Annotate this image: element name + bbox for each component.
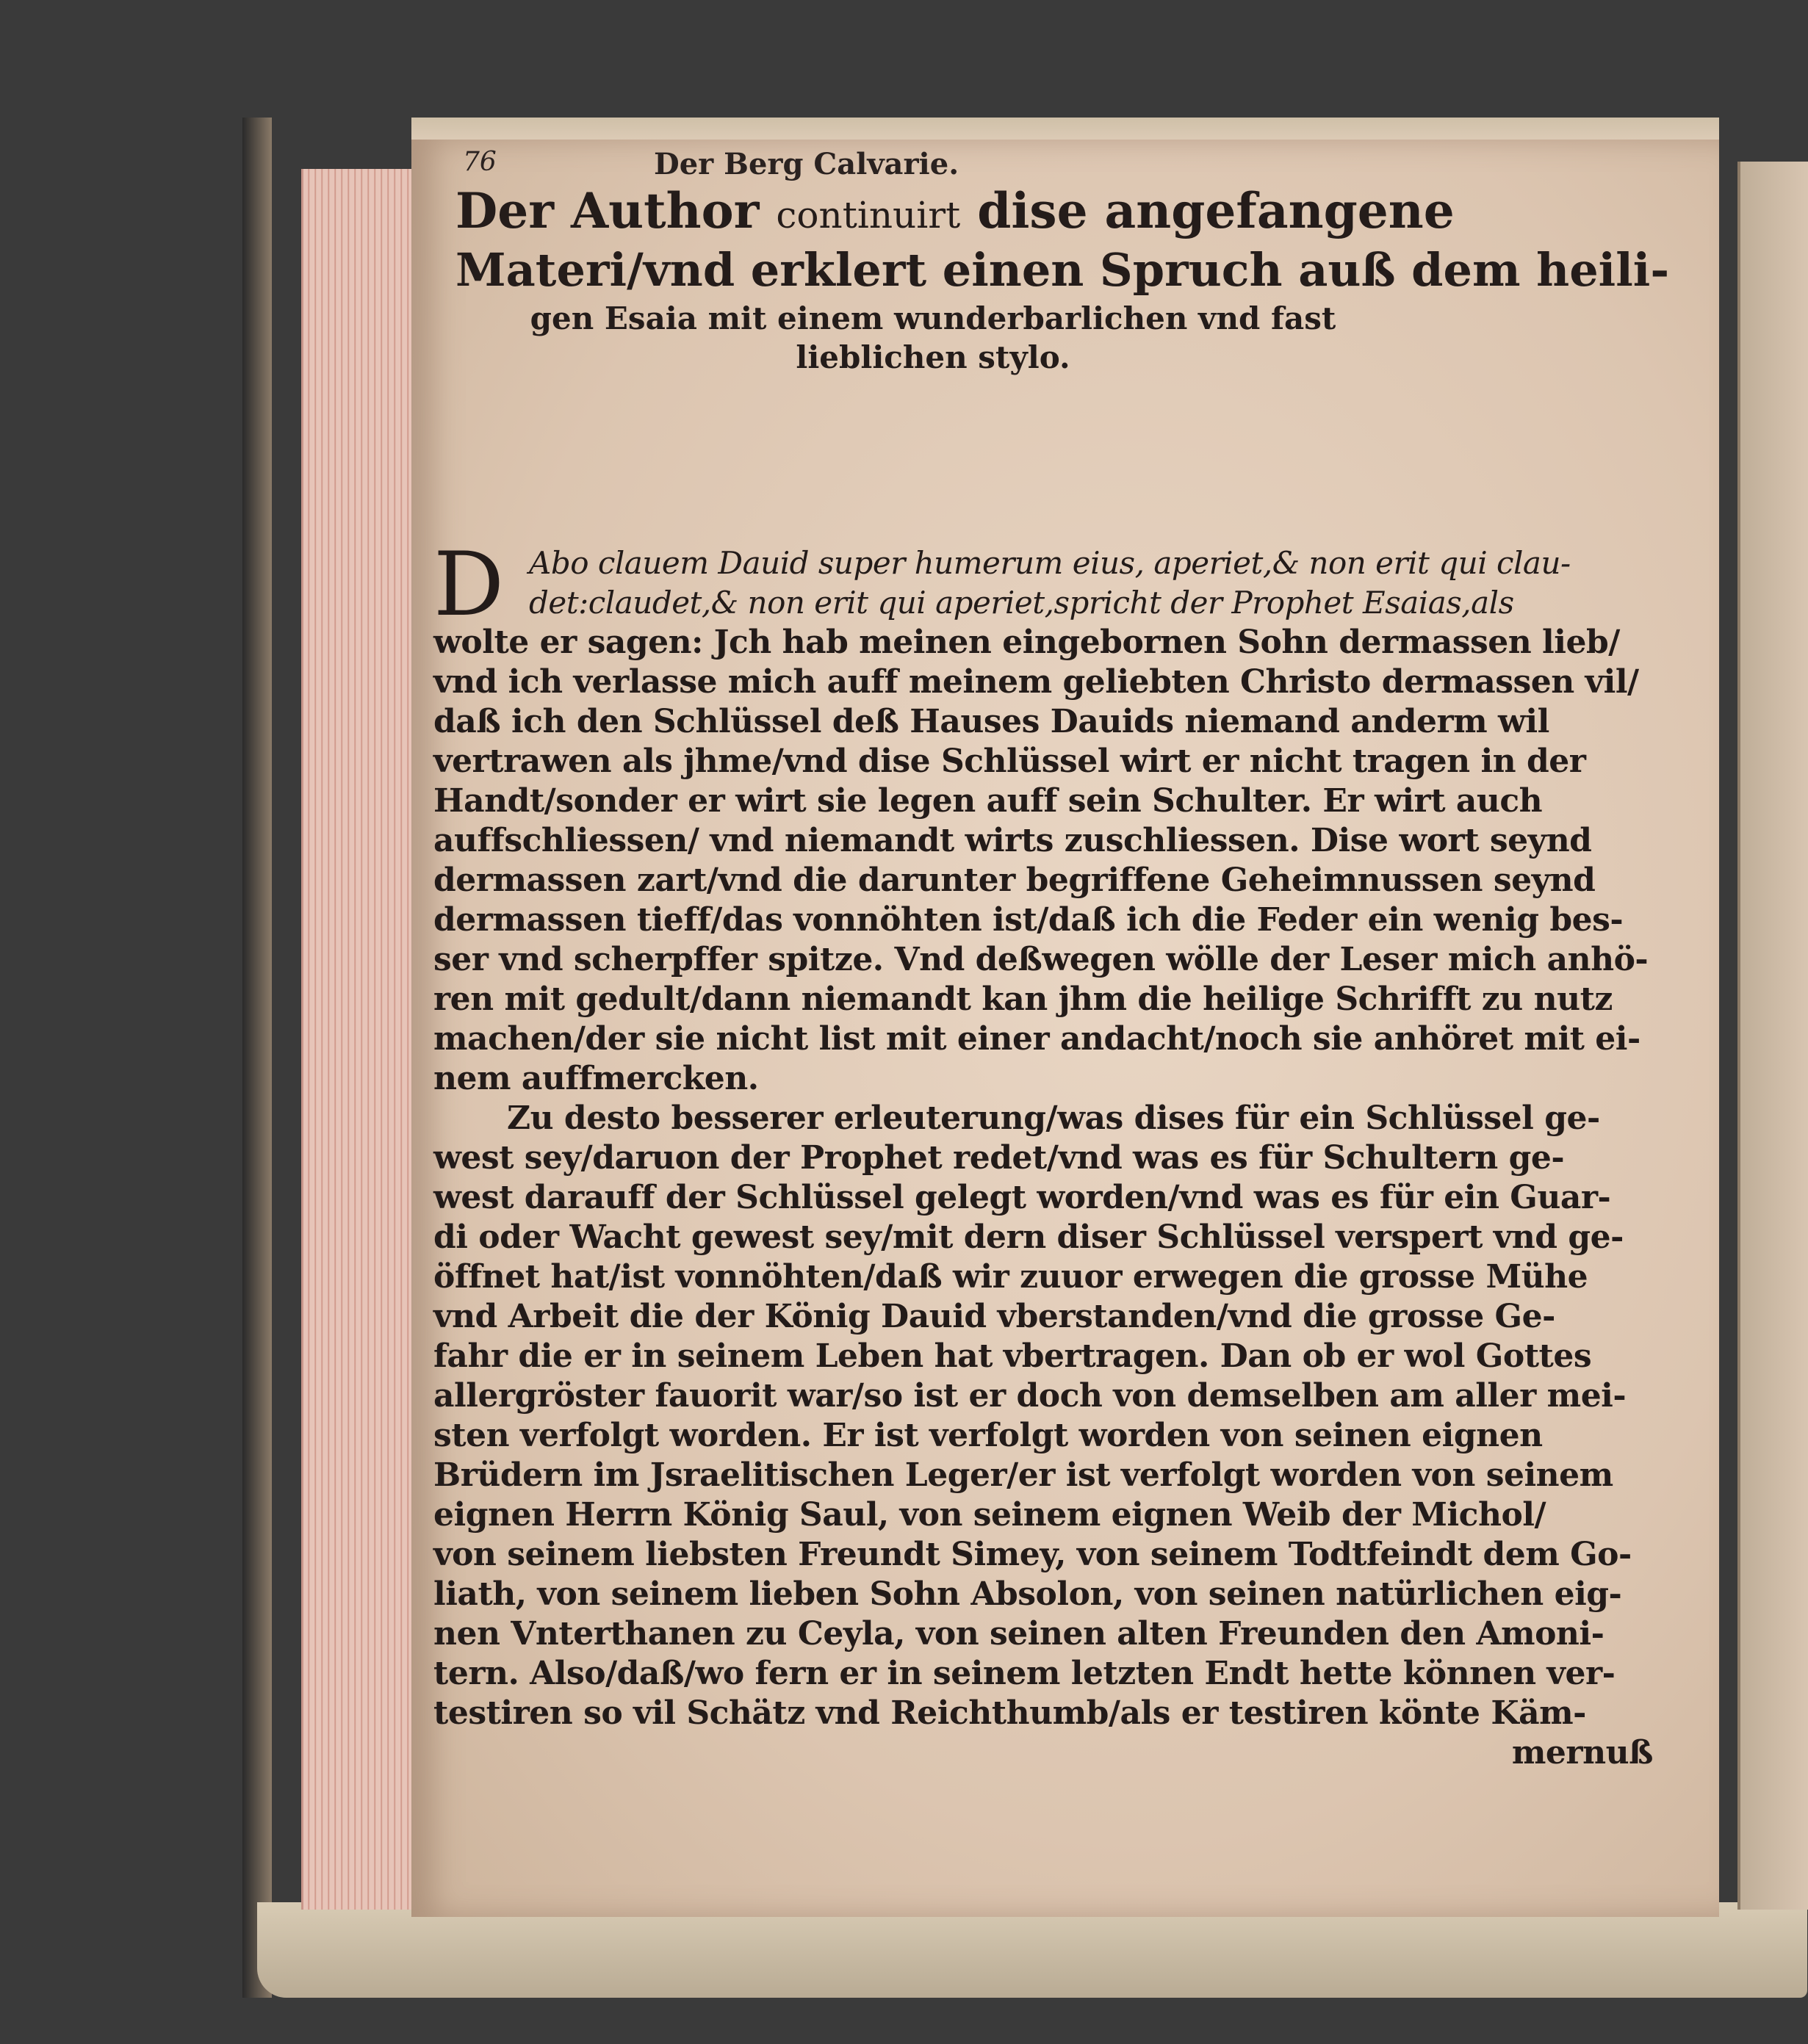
chapter-title-line-3: gen Esaia mit einem wunderbarlichen vnd fast [530, 300, 1336, 336]
text-line: daß ich den Schlüssel deß Hauses Dauids niemand anderm wil [433, 703, 1549, 740]
text-line: liath, von seinem lieben Sohn Absolon, von seinen natürlichen eig- [433, 1575, 1622, 1613]
text-line: öffnet hat/ist vonnöhten/daß wir zuuor erwegen die grosse Mühe [433, 1258, 1588, 1296]
text-line: fahr die er in seinem Leben hat vbertragen. Dan ob er wol Gottes [433, 1337, 1592, 1375]
text-line: ren mit gedult/dann niemandt kan jhm die heilige Schrifft zu nutz [433, 981, 1613, 1018]
text-line: testiren so vil Schätz vnd Reichthumb/als er testiren könte Käm- [433, 1694, 1586, 1732]
page-number: 76 [463, 147, 497, 177]
chapter-title [455, 182, 1670, 376]
text-line: wolte er sagen: Jch hab meinen eingebornen Sohn dermassen lieb/ [433, 624, 1620, 661]
facing-page-edge [1737, 162, 1808, 1910]
text-line: sten verfolgt worden. Er ist verfolgt worden von seinen eignen [433, 1417, 1543, 1454]
text-line: dermassen zart/vnd die darunter begriffene Geheimnussen seynd [433, 862, 1596, 899]
text-line: Abo clauem Dauid super humerum eius, aperiet,& non erit qui clau- [529, 545, 1571, 581]
text-line: west sey/daruon der Prophet redet/vnd was es für Schultern ge- [433, 1139, 1565, 1177]
text-line: det:claudet,& non erit qui aperiet,spricht der Prophet Esaias,als [529, 585, 1514, 621]
drop-cap: D [433, 534, 505, 636]
text-line: auffschliessen/ vnd niemandt wirts zuschliessen. Dise wort seynd [433, 822, 1592, 859]
text-line: eignen Herrn König Saul, von seinem eignen Weib der Michol/ [433, 1496, 1546, 1534]
text-line: Brüdern im Jsraelitischen Leger/er ist verfolgt worden von seinem [433, 1456, 1613, 1494]
text-line: tern. Also/daß/wo fern er in seinem letzten Endt hette können ver- [433, 1655, 1616, 1692]
body-text [433, 534, 1660, 1773]
text-line: ser vnd scherpffer spitze. Vnd deßwegen wölle der Leser mich anhö- [433, 941, 1649, 978]
chapter-title-line-4: lieblichen stylo. [796, 339, 1070, 375]
text-line: vnd Arbeit die der König Dauid vberstanden/vnd die grosse Ge- [433, 1298, 1555, 1335]
page-edges [301, 169, 421, 1910]
text-line: Zu desto besserer erleuterung/was dises für ein Schlüssel ge- [507, 1099, 1600, 1137]
text-line: vnd ich verlasse mich auff meinem geliebten Christo dermassen vil/ [433, 663, 1639, 701]
chapter-title-line-1 [455, 182, 1455, 242]
text-line: machen/der sie nicht list mit einer andacht/noch sie anhöret mit ei- [433, 1020, 1640, 1058]
book-spine [242, 118, 272, 1998]
text-line: vertrawen als jhme/vnd dise Schlüssel wirt er nicht tragen in der [433, 743, 1586, 780]
text-line: di oder Wacht gewest sey/mit dern diser Schlüssel verspert vnd ge- [433, 1218, 1624, 1256]
chapter-title-part-a: Der Author [455, 182, 760, 239]
catchword: mernuß [1511, 1734, 1653, 1772]
chapter-title-latin-word: continuirt [776, 194, 961, 236]
chapter-title-part-b: dise angefangene [977, 182, 1455, 239]
text-line: Handt/sonder er wirt sie legen auff sein Schulter. Er wirt auch [433, 782, 1543, 820]
chapter-title-line-2: Materi/vnd erklert einen Spruch auß dem heili- [455, 243, 1670, 297]
text-line: dermassen tieff/das vonnöhten ist/daß ich die Feder ein wenig bes- [433, 901, 1624, 939]
text-line: nen Vnterthanen zu Ceyla, von seinen alten Freunden den Amoni- [433, 1615, 1604, 1653]
text-line: nem auffmercken. [433, 1060, 759, 1097]
text-line: west darauff der Schlüssel gelegt worden/vnd was es für ein Guar- [433, 1179, 1611, 1216]
running-title: Der Berg Calvarie. [654, 147, 959, 181]
text-line: von seinem liebsten Freundt Simey, von seinem Todtfeindt dem Go- [433, 1536, 1632, 1573]
text-line: allergröster fauorit war/so ist er doch von demselben am aller mei- [433, 1377, 1627, 1415]
